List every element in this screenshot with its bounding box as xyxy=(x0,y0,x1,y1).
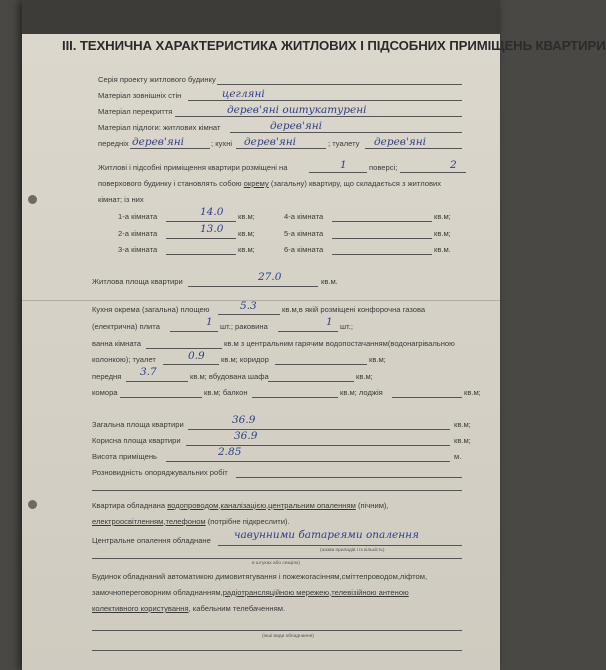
total-area-line xyxy=(188,429,450,430)
room2-line xyxy=(166,238,236,239)
document-sheet xyxy=(22,0,606,670)
binder-hole xyxy=(28,500,37,509)
toilet-label: колонкою); туалет xyxy=(92,355,156,364)
other-equipment-line-2 xyxy=(92,650,462,651)
balcony-line xyxy=(252,397,338,398)
room5-unit: кв.м; xyxy=(434,229,451,238)
height-unit: м. xyxy=(454,452,462,461)
floor-line xyxy=(230,132,462,133)
equipment-line-2: електроосвітленням,телефоном (потрібне підкреслити). xyxy=(92,517,290,526)
hall-line xyxy=(126,381,188,382)
living-area-line xyxy=(188,286,318,287)
kitchen-floor-line xyxy=(236,148,326,149)
room2-unit: кв.м; xyxy=(238,229,255,238)
hall-floor-value: дерев'яні xyxy=(132,136,185,148)
finishing-works-line-2 xyxy=(92,490,462,491)
ceiling-value: дерев'яні оштукатурені xyxy=(227,104,367,116)
loggia-label: кв.м; лоджія xyxy=(340,388,383,397)
ceiling-label: Матеріал перекриття xyxy=(98,107,173,116)
toilet-floor-line xyxy=(365,148,462,149)
floor-number-value: 1 xyxy=(340,159,347,171)
room1-value: 14.0 xyxy=(200,206,224,218)
kitchen-area-value: 5.3 xyxy=(240,300,257,312)
room6-line xyxy=(332,254,432,255)
useful-area-value: 36.9 xyxy=(234,430,258,442)
kitchen-label: Кухня окрема (загальна) площею xyxy=(92,305,210,314)
balcony-label: кв.м; балкон xyxy=(204,388,248,397)
sink-unit: шт.; xyxy=(340,322,353,331)
floor-label: Матеріал підлоги: житлових кімнат xyxy=(98,123,221,132)
other-equipment-caption: (інші види обладнання) xyxy=(262,634,314,639)
stove-line xyxy=(170,331,218,332)
room3-line xyxy=(166,254,236,255)
total-area-unit: кв.м; xyxy=(454,420,471,429)
toilet-line xyxy=(163,364,219,365)
toilet-value: 0.9 xyxy=(188,350,205,362)
corridor-line xyxy=(275,364,367,365)
room4-label: 4-а кімната xyxy=(284,212,324,221)
heating-caption: (назва приладів і їх кількість) xyxy=(320,548,385,553)
finishing-works-line xyxy=(236,477,462,478)
room1-unit: кв.м; xyxy=(238,212,255,221)
stove-value: 1 xyxy=(206,316,213,328)
living-area-value: 27.0 xyxy=(258,271,282,283)
room1-label: 1-а кімната xyxy=(118,212,158,221)
room1-line xyxy=(166,221,236,222)
room6-label: 6-а кімната xyxy=(284,245,324,254)
bathroom-line xyxy=(146,348,222,349)
building-line-2: замочнопереговорним обладнанням,радіотрансляційною мережею,телевізійною антеною xyxy=(92,588,409,597)
toilet-floor-value: дерев'яні xyxy=(374,136,427,148)
storeys-line xyxy=(400,172,466,173)
building-line-1: Будинок обладнаний автоматикою димовитягування і пожежогасінням,сміттепроводом,ліфтом, xyxy=(92,572,428,581)
storage-line xyxy=(120,397,202,398)
heating-label: Центральне опалення обладнане xyxy=(92,536,211,545)
living-area-unit: кв.м. xyxy=(321,277,338,286)
location-text: Житлові і підсобні приміщення квартири розміщені на xyxy=(98,163,288,172)
room6-unit: кв.м. xyxy=(434,245,451,254)
apartment-type-text: поверхового будинку і становлять собою окрему (загальну) квартиру, що складається з житлових xyxy=(98,179,442,188)
background-strip xyxy=(22,0,500,34)
storage-label: комора xyxy=(92,388,118,397)
room2-value: 13.0 xyxy=(200,223,224,235)
section-title: III. ТЕХНИЧНА ХАРАКТЕРИСТИКА ЖИТЛОВИХ І ПІДСОБНИХ ПРИМІЩЕНЬ КВАРТИРИ xyxy=(62,38,606,53)
kitchen-text: кв.м,в якій розміщені конфорочна газова xyxy=(282,305,426,314)
floor-suffix: поверсі; xyxy=(369,163,398,172)
finishing-works-label: Розновидність опоряджувальних робіт xyxy=(92,468,228,477)
room4-unit: кв.м; xyxy=(434,212,451,221)
height-label: Висота приміщень xyxy=(92,452,157,461)
loggia-line xyxy=(392,397,462,398)
room5-line xyxy=(332,238,432,239)
total-area-value: 36.9 xyxy=(232,414,256,426)
storeys-value: 2 xyxy=(450,159,457,171)
height-line xyxy=(166,461,450,462)
kitchen-floor-value: дерев'яні xyxy=(244,136,297,148)
equipment-line-1: Квартира обладнана водопроводом,каналізацією,центральним опаленням (пічним), xyxy=(92,501,389,510)
room2-label: 2-а кімната xyxy=(118,229,158,238)
hall-floor-line xyxy=(130,148,210,149)
room3-label: 3-а кімната xyxy=(118,245,158,254)
stove-label: (електрична) плита xyxy=(92,322,160,331)
corridor-unit: кв.м; xyxy=(369,355,386,364)
room5-label: 5-а кімната xyxy=(284,229,324,238)
sink-value: 1 xyxy=(326,316,333,328)
other-equipment-line xyxy=(92,630,462,631)
floor-value: дерев'яні xyxy=(270,120,323,132)
series-line xyxy=(217,84,462,85)
rooms-intro: кімнат; із них xyxy=(98,195,144,204)
kitchen-area-line xyxy=(218,314,280,315)
ceiling-line xyxy=(175,116,462,117)
stove-unit: шт.; раковина xyxy=(220,322,268,331)
floor-number-line xyxy=(309,172,367,173)
kitchen-floor-label: ; кухні xyxy=(211,139,233,148)
toilet-floor-label: ; туалету xyxy=(328,139,360,148)
heating-value: чавунними батареями опалення xyxy=(234,529,420,541)
hall-label: передня xyxy=(92,372,122,381)
bathroom-text: кв.м з центральним гарячим водопостачанням(водонагрівальною xyxy=(224,339,455,348)
room4-line xyxy=(332,221,432,222)
useful-area-label: Корисна площа квартири xyxy=(92,436,181,445)
heating-caption-2: в штуках або секціях) xyxy=(252,561,300,566)
hall-floor-label: передніх xyxy=(98,139,129,148)
binder-hole xyxy=(28,195,37,204)
series-label: Серія проекту житлового будинку xyxy=(98,75,216,84)
closet-unit: кв.м; xyxy=(356,372,373,381)
hall-value: 3.7 xyxy=(140,366,157,378)
room3-unit: кв.м; xyxy=(238,245,255,254)
paper-fold xyxy=(22,300,500,301)
sink-line xyxy=(278,331,338,332)
corridor-label: кв.м; коридор xyxy=(221,355,269,364)
bathroom-label: ванна кімната xyxy=(92,339,141,348)
building-line-3: колективного користування, кабельним телебаченням. xyxy=(92,604,286,613)
walls-value: цегляні xyxy=(222,88,265,100)
height-value: 2.85 xyxy=(218,446,242,458)
useful-area-unit: кв.м; xyxy=(454,436,471,445)
loggia-unit: кв.м; xyxy=(464,388,481,397)
closet-label: кв.м; вбудована шафа xyxy=(190,372,269,381)
closet-line xyxy=(268,381,354,382)
walls-label: Матеріал зовнішніх стін xyxy=(98,91,182,100)
total-area-label: Загальна площа квартири xyxy=(92,420,184,429)
living-area-label: Житлова площа квартири xyxy=(92,277,183,286)
walls-line xyxy=(188,100,462,101)
